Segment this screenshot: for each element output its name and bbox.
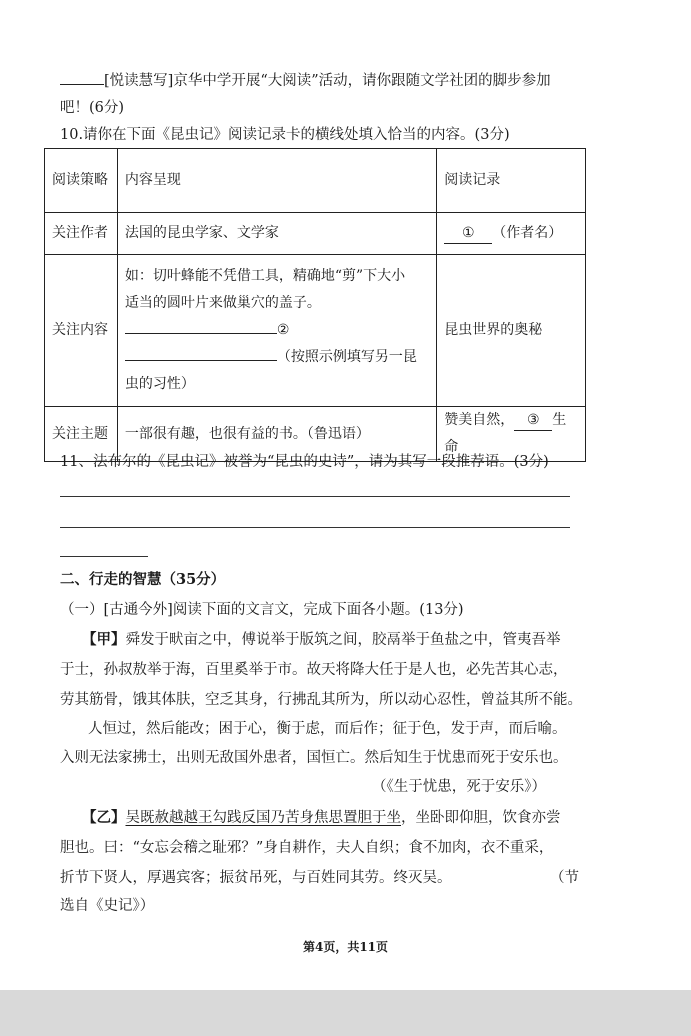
page-footer: 第4页，共11页 [302, 940, 389, 954]
passage-jia-source: （《生于忧患，死于安乐》） [372, 779, 546, 795]
row2-content [117, 255, 436, 407]
intro-text: 京华中学开展“大阅读”活动，请你跟随文学社团的脚步参加 [173, 73, 551, 89]
question-10: 10.请你在下面《昆虫记》阅读记录卡的横线处填入恰当的内容。(3分) [60, 127, 510, 143]
blank-number-2: ② [276, 322, 290, 338]
question-11: 11、法布尔的《昆虫记》被誉为“昆虫的史诗”，请为其写一段推荐语。(3分) [60, 454, 549, 470]
passage-jia-line-2: 于士，孙叔敖举于海，百里奚举于市。故天将降大任于是人也，必先苦其心志， [60, 662, 568, 678]
passage-jia-tag: 【甲】 [82, 631, 126, 648]
answer-blank-2b[interactable] [125, 346, 277, 361]
header-strategy: 阅读策略 [45, 149, 118, 213]
passage-jia-text-1: 舜发于畎亩之中，傅说举于版筑之间，胶鬲举于鱼盐之中，管夷吾举 [125, 632, 561, 648]
passage-yi-line-3: 折节下贤人，厚遇宾客；振贫吊死，与百姓同其劳。终灭吴。 [60, 870, 452, 886]
passage-jia-line-4: 人恒过，然后能改；困于心，衡于虑，而后作；征于色，发于声，而后喻。 [88, 721, 567, 737]
intro-label: [悦读慧写] [104, 73, 174, 89]
row2-instruction-2: 虫的习性） [124, 376, 195, 392]
row1-strategy: 关注作者 [45, 213, 118, 255]
intro-blank [60, 70, 104, 85]
table-row [45, 255, 586, 407]
row2-example-1: 如：切叶蜂能不凭借工具，精确地“剪”下大小 [124, 268, 406, 284]
table-row [45, 213, 586, 255]
passage-yi-line-2: 胆也。曰：“女忘会稽之耻邪？”身自耕作，夫人自织；食不加肉，衣不重采， [60, 840, 554, 856]
row1-note: （作者名） [492, 225, 563, 241]
answer-blank-3[interactable] [514, 410, 552, 431]
row2-instruction-1: （按照示例填写另一昆 [276, 349, 417, 365]
passage-yi-text-1: ，坐卧即仰胆，饮食亦尝 [401, 810, 561, 826]
passage-yi-source-1: （节 [550, 870, 579, 886]
row2-example-2: 适当的圆叶片来做巢穴的盖子。 [124, 295, 321, 311]
row3-strategy: 关注主题 [45, 407, 118, 462]
row2-record: 昆虫世界的奥秘 [437, 255, 586, 407]
row1-record [437, 213, 586, 255]
passage-yi-source-2: 选自《史记》） [60, 898, 155, 914]
row2-blank-line [125, 317, 429, 344]
header-content: 内容呈现 [117, 149, 436, 213]
row3-content: 一部很有趣，也很有益的书。（鲁迅语） [117, 407, 436, 462]
answer-line-1[interactable] [60, 496, 570, 497]
row2-strategy: 关注内容 [45, 255, 118, 407]
bottom-bar [0, 990, 691, 1036]
row2-instruction-line [125, 344, 429, 371]
passage-yi-tag: 【乙】 [82, 809, 126, 826]
table-header-row [45, 149, 586, 213]
answer-line-3[interactable] [60, 556, 148, 557]
passage-yi-underlined: 吴既赦越越王勾践反国乃苦身焦思置胆于坐 [125, 810, 401, 826]
reading-record-table [44, 148, 586, 462]
section-2-title: 二、行走的智慧（35分） [60, 571, 226, 588]
passage-jia-line-1 [82, 630, 561, 650]
answer-blank-1[interactable] [444, 223, 492, 244]
intro-line-2: 吧！(6分) [60, 100, 125, 116]
row3-record-pre: 赞美自然， [444, 412, 515, 428]
answer-line-2[interactable] [60, 527, 570, 528]
row3-record-post: 生命 [444, 412, 567, 455]
answer-blank-2[interactable] [125, 319, 277, 334]
blank-number-3: ③ [527, 412, 540, 428]
passage-jia-line-5: 入则无法家拂士，出则无敌国外患者，国恒亡。然后知生于忧患而死于安乐也。 [60, 750, 568, 766]
passage-yi-line-1 [82, 808, 561, 828]
blank-number-1: ① [462, 225, 475, 241]
row1-content: 法国的昆虫学家、文学家 [117, 213, 436, 255]
subsection-1-title: （一）[古通今外]阅读下面的文言文，完成下面各小题。(13分) [60, 602, 464, 618]
header-record: 阅读记录 [437, 149, 586, 213]
passage-jia-line-3: 劳其筋骨，饿其体肤，空乏其身，行拂乱其所为，所以动心忍性，曾益其所不能。 [60, 692, 582, 708]
intro-line [60, 70, 551, 91]
